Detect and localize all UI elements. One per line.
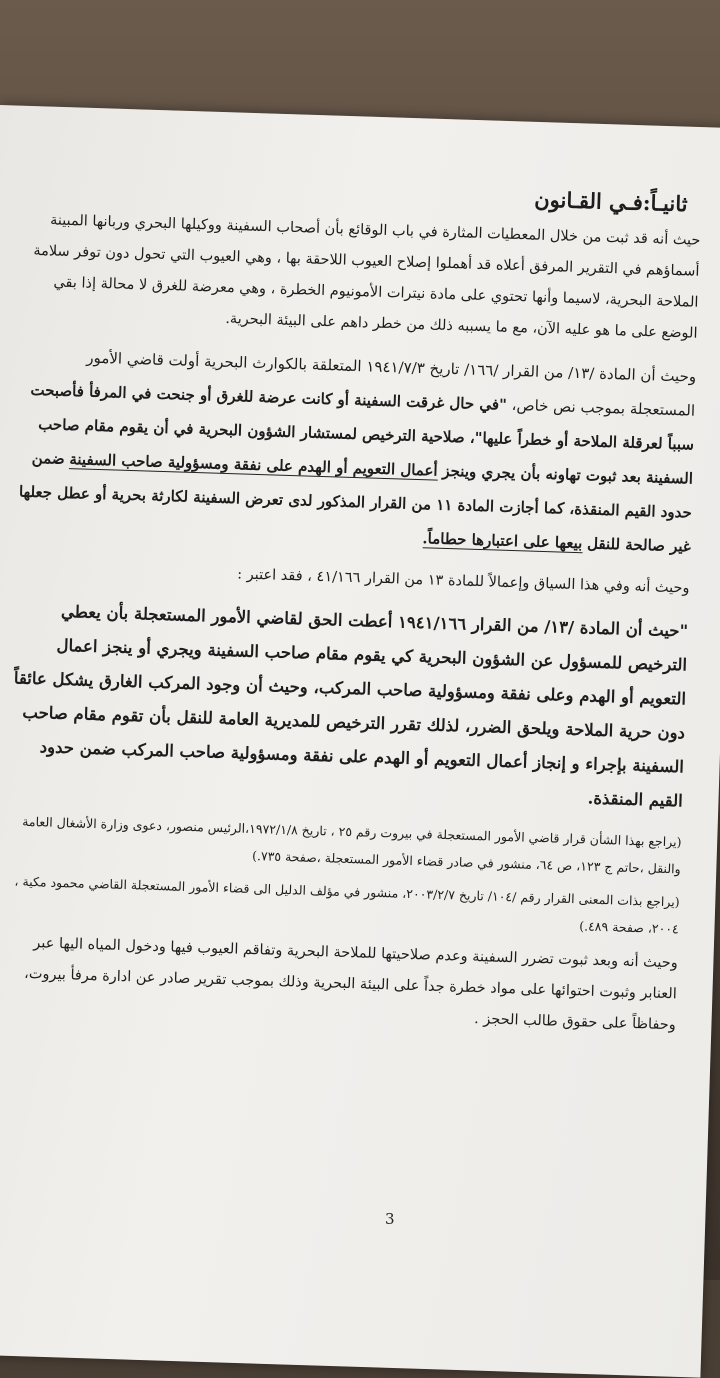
page-number: 3 [385,1210,395,1228]
paragraph-conclusion: وحيث أنه وبعد ثبوت تضرر السفينة وعدم صلاحيتها للملاحة البحرية وتفاقم العيوب فيها ودخول المياه اليها عبر العنابر وثبوت احتوائها على مواد خطرة جداً على البيئة البحرية وذلك بموجب تقرير صادر عن ادارة مرفأ بيروت، وحفاظاً على حقوق طالب الحجز . [23,935,678,1034]
underlined-phrase-2: بيعها على اعتبارها حطاماً. [422,529,583,553]
paragraph-article-13-bold: "في حال غرقت السفينة أو كانت عرضة للغرق أو جنحت في المرفأ فأصبحت سبباً لعرقلة الملاحة أو خطراً عليها"، صلاحية الترخيص لمستشار الشؤون البحرية في أن يقوم مقام صاحب السفينة بعد ثبوت تهاونه بأن يجري وينجز [30,380,695,488]
paragraph-facts: حيث أنه قد ثبت من خلال المعطيات المثارة في باب الوقائع بأن أصحاب السفينة ووكيلها البحري وربانها المبينة أسماؤهم في التقرير المرفق أعلاه قد أهملوا إصلاح العيوب اللاحقة بها ، وهي العيوب التي تحول دون توفر سلامة الملاحة البحرية، لاسيما وأنها تحتوي على مادة نيترات الأمونيوم الخطرة ، وهي معرضة للغرق لا محالة إذا بقي الوضع على ما هو عليه الآن، مع ما يسببه ذلك من خطر داهم على البيئة البحرية. [33,212,701,342]
paragraph-context: وحيث أنه وفي هذا السياق وإعمالاً للمادة ١٣ من القرار ٤١/١٦٦ ، فقد اعتبر : [237,566,690,597]
underlined-phrase-1: أعمال التعويم أو الهدم على نفقة ومسؤولية صاحب السفينة [69,450,438,480]
document-body [1,169,708,1052]
reference-1: (يراجع بهذا الشأن قرار قاضي الأمور المستعجلة في بيروت رقم ٢٥ ، تاريخ ١٩٧٢/١/٨،الرئيس منصور، دعوى وزارة الأشغال العامة والنقل ،حاتم ج ١٢٣، ص ٦٤، منشور في صادر قضاء الأمور المستعجلة ،صفحة ٧٣٥.) [22,813,682,877]
quoted-ruling: "حيث أن المادة /١٣/ من القرار ١٩٤١/١٦٦ أعطت الحق لقاضي الأمور المستعجلة بأن يعطي الترخيص للمسؤول عن الشؤون البحرية كي يقوم مقام صاحب السفينة ويجري أو ينجز اعمال التعويم أو الهدم وعلى نفقة ومسؤولية صاحب المركب، وحيث أن وجود المركب الغارق يشكل عائقاً دون حرية الملاحة ويلحق الضرر، لذلك تقرر الترخيص للمديرية العامة للنقل بأن تقوم مقام صاحب السفينة بإجراء و إنجاز أعمال التعويم أو الهدم على نفقة ومسؤولية صاحب المركب ضمن حدود القيم المنقذة. [13,601,689,811]
section-heading: ثانيـاً:فـي القـانون [533,186,688,217]
paragraph-article-13-bold-2: ضمن حدود القيم المنقذة، كما أجازت المادة ١١ من القرار المذكور لدى تعرض السفينة لكارثة بحرية أو عطل جعلها غير صالحة للنقل [18,448,693,556]
paragraph-article-13-intro: وحيث أن المادة /١٣/ من القرار /١٦٦/ تاريخ ١٩٤١/٧/٣ المتعلقة بالكوارث البحرية أولت قاضي الأمور المستعجلة بموجب نص خاص، [86,348,697,420]
paragraph-article-13 [17,339,703,564]
reference-2: (يراجع بذات المعنى القرار رقم /١٠٤/ تاريخ ٢٠٠٣/٢/٧، منشور في مؤلف الدليل الى قضاء الأمور المستعجلة القاضي محمود مكية ، ٢٠٠٤، صفحة ٤٨٩.) [14,873,680,937]
